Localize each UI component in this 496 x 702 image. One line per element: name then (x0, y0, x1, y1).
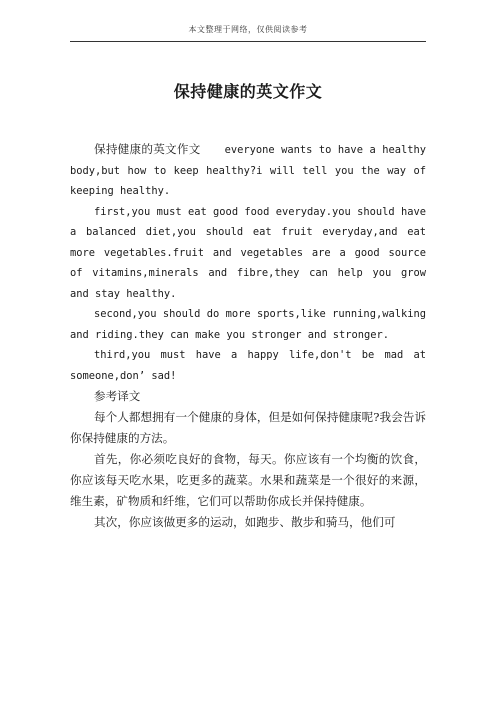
translation-paragraph-2: 首先，你必须吃良好的食物，每天。你应该有一个均衡的饮食，你应该每天吃水果，吃更多的蔬菜。水果和蔬菜是一个很好的来源，维生素，矿物质和纤维，它们可以帮助你成长并保持健康。 (70, 452, 426, 508)
essay-intro-cn: 保持健康的英文作文 (94, 142, 201, 156)
essay-paragraph-3: third,you must have a happy life,don't be mad at someone,don’ sad! (70, 349, 426, 382)
document-title: 保持健康的英文作文 (173, 82, 323, 101)
page-header-note: 本文整理于网络，仅供阅读参考 (188, 25, 308, 34)
essay-paragraph-1: first,you must eat good food everyday.you should have a balanced diet,you should eat fruit everyday,and eat more vegetables.fruit and vegetables are a good source of vitamins,minerals and fibre,they can help you grow and stay healthy. (70, 205, 426, 300)
essay-intro-paragraph (70, 139, 426, 202)
translation-paragraph-1: 每个人都想拥有一个健康的身体，但是如何保持健康呢?我会告诉你保持健康的方法。 (70, 410, 426, 445)
header-divider (70, 41, 426, 42)
translation-paragraph-3: 其次，你应该做更多的运动，如跑步、散步和骑马，他们可 (94, 515, 396, 529)
essay-paragraph-2: second,you should do more sports,like running,walking and riding.they can make you stronger and stronger. (70, 308, 426, 341)
document-body (70, 139, 426, 533)
essay-intro-en: everyone wants to have a healthy body,but how to keep healthy?i will tell you the way of keeping healthy. (70, 144, 426, 197)
translation-heading: 参考译文 (94, 389, 141, 403)
